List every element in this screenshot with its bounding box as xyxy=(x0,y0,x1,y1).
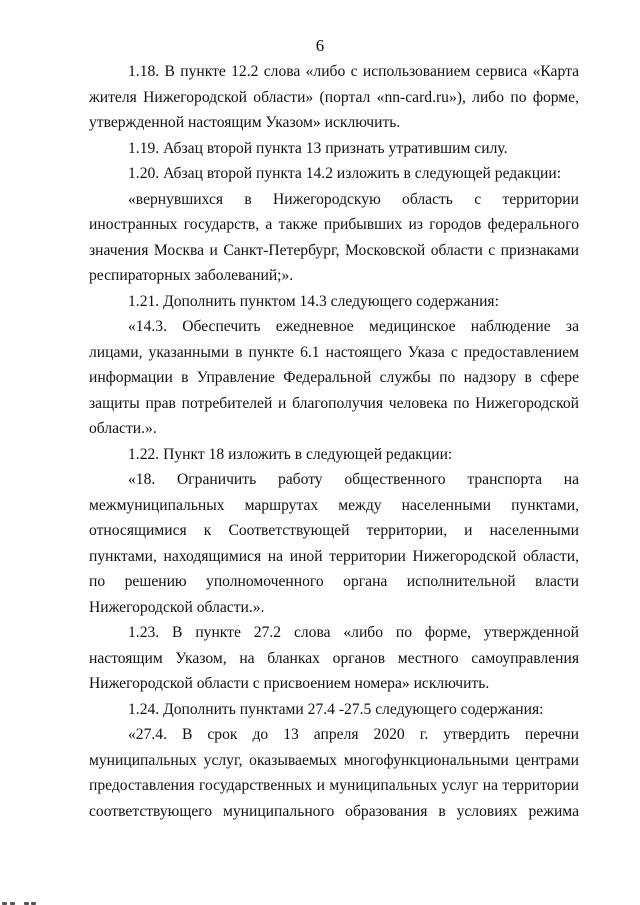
paragraph-1-20: 1.20. Абзац второй пункта 14.2 изложить в следующей редакции: xyxy=(128,165,562,182)
paragraph-1-22: 1.22. Пункт 18 изложить в следующей редакции: xyxy=(128,445,453,463)
paragraph-27-4-quote: «27.4. В срок до 13 апреля 2020 г. утвердить перечни муниципальных услуг, оказываемых многофункциональными центрами предоставления государственных и муниципальных услуг на территории соответствующего муниципального образования в условиях режима xyxy=(89,726,579,820)
paragraph-1-21: 1.21. Дополнить пунктом 14.3 следующего содержания: xyxy=(128,292,499,310)
paragraph-18-quote: «18. Ограничить работу общественного транспорта на межмуниципальных маршрутах между населенными пунктами, относящимися к Соответствующей территории, и населенными пунктами, находящимися на иной территории Нижегородской области, по решению уполномоченного органа исполнительной власти Нижегородской области.». xyxy=(89,471,579,616)
paragraph-1-24: 1.24. Дополнить пунктами 27.4 -27.5 следующего содержания: xyxy=(128,700,544,718)
document-body xyxy=(89,59,579,824)
paragraph-1-20-quote: «вернувшихся в Нижегородскую область с территории иностранных государств, а также прибывших из городов федерального значения Москва и Санкт-Петербург, Московской области с признаками респираторных заболеваний;». xyxy=(89,190,579,284)
scan-edge-mark xyxy=(0,899,40,905)
paragraph-1-23: 1.23. В пункте 27.2 слова «либо по форме, утвержденной настоящим Указом, на бланках органов местного самоуправления Нижегородской области с присвоением номера» исключить. xyxy=(89,624,579,692)
page-number: 6 xyxy=(315,36,325,55)
paragraph-1-19: 1.19. Абзац второй пункта 13 признать утратившим силу. xyxy=(128,139,508,157)
paragraph-14-3-quote: «14.3. Обеспечить ежедневное медицинское наблюдение за лицами, указанными в пункте 6.1 настоящего Указа с предоставлением информации в Управление Федеральной службы по надзору в сфере защиты прав потребителей и благополучия человека по Нижегородской области.». xyxy=(89,318,579,437)
paragraph-1-18: 1.18. В пункте 12.2 слова «либо с использованием сервиса «Карта жителя Нижегородской области» (портал «nn-card.ru»), либо по форме, утвержденной настоящим Указом» исключить. xyxy=(89,63,579,131)
